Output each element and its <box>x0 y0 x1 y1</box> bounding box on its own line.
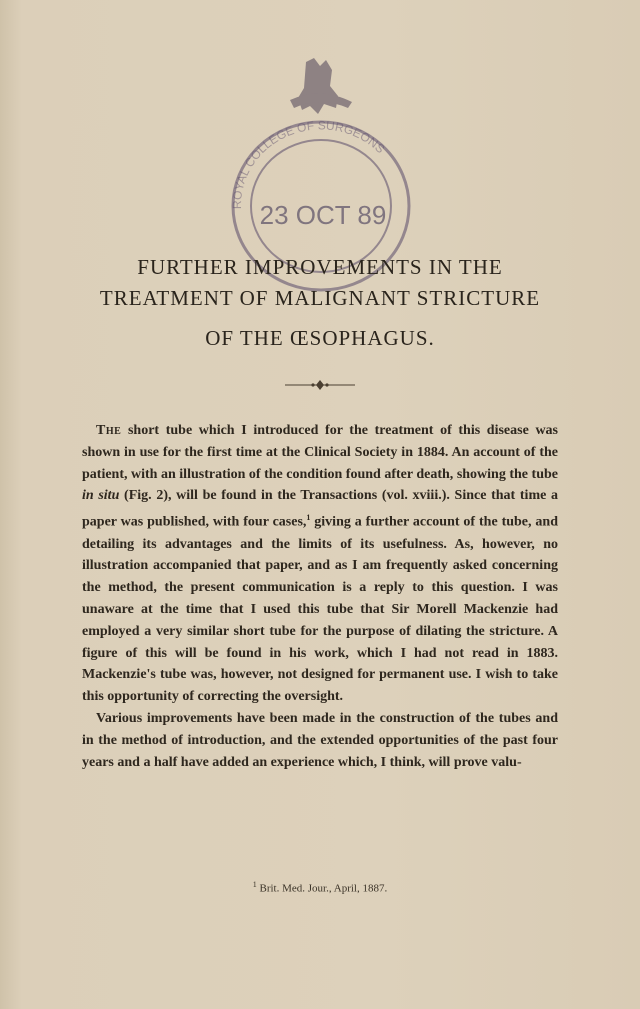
italic-phrase: in situ <box>82 488 120 504</box>
title-line-3: OF THE ŒSOPHAGUS. <box>205 326 435 350</box>
title-line-2: TREATMENT OF MALIGNANT STRICTURE <box>99 286 541 310</box>
crest-icon <box>290 58 352 114</box>
stamp-date: 23 OCT 89 <box>259 200 387 230</box>
footnote <box>0 880 640 895</box>
footnote-mark: 1 <box>252 880 257 889</box>
paragraph-2: Various improvements have been made in the construction of the tubes and in the method of introduction, and the extended opportunities of the past four years and a half have added an experience which, I think, will prove valu- <box>82 711 558 770</box>
body-text <box>82 420 558 773</box>
title-line-1: FURTHER IMPROVEMENTS IN THE <box>137 255 503 279</box>
footnote-reference: 1 <box>306 513 311 523</box>
paragraph-1: The short tube which I introduced for the treatment of this disease was shown in use for the first time at the Clinical Society in 1884. An account of the patient, with an illustration of the condition found after death, showing the tube in situ (Fig. 2), will be found in the Transactions (vol. xviii.). Since that time a paper was published, with four cases,$^1$ giving a further account of the tube, and detailing its advantages and the limits of its usefulness. As, however, no illustration accompanied that paper, and as I am frequently asked concerning the method, the present communication is a reply to this question. I was unaware at the time that I used this tube that Sir Morell Mackenzie had employed a very similar short tube for the purpose of dilating the stricture. A figure of this will be found in his work, which I had not read in 1883. Mackenzie's tube was, however, not designed for permanent use. I wish to take this opportunity of correcting the oversight. <box>82 423 559 705</box>
lead-word: The <box>96 423 122 438</box>
footnote-text: Brit. Med. Jour., April, 1887. <box>259 882 388 895</box>
stamp-ring-text: ROYAL COLLEGE OF SURGEONS <box>229 118 388 210</box>
ornament-divider <box>285 378 355 392</box>
